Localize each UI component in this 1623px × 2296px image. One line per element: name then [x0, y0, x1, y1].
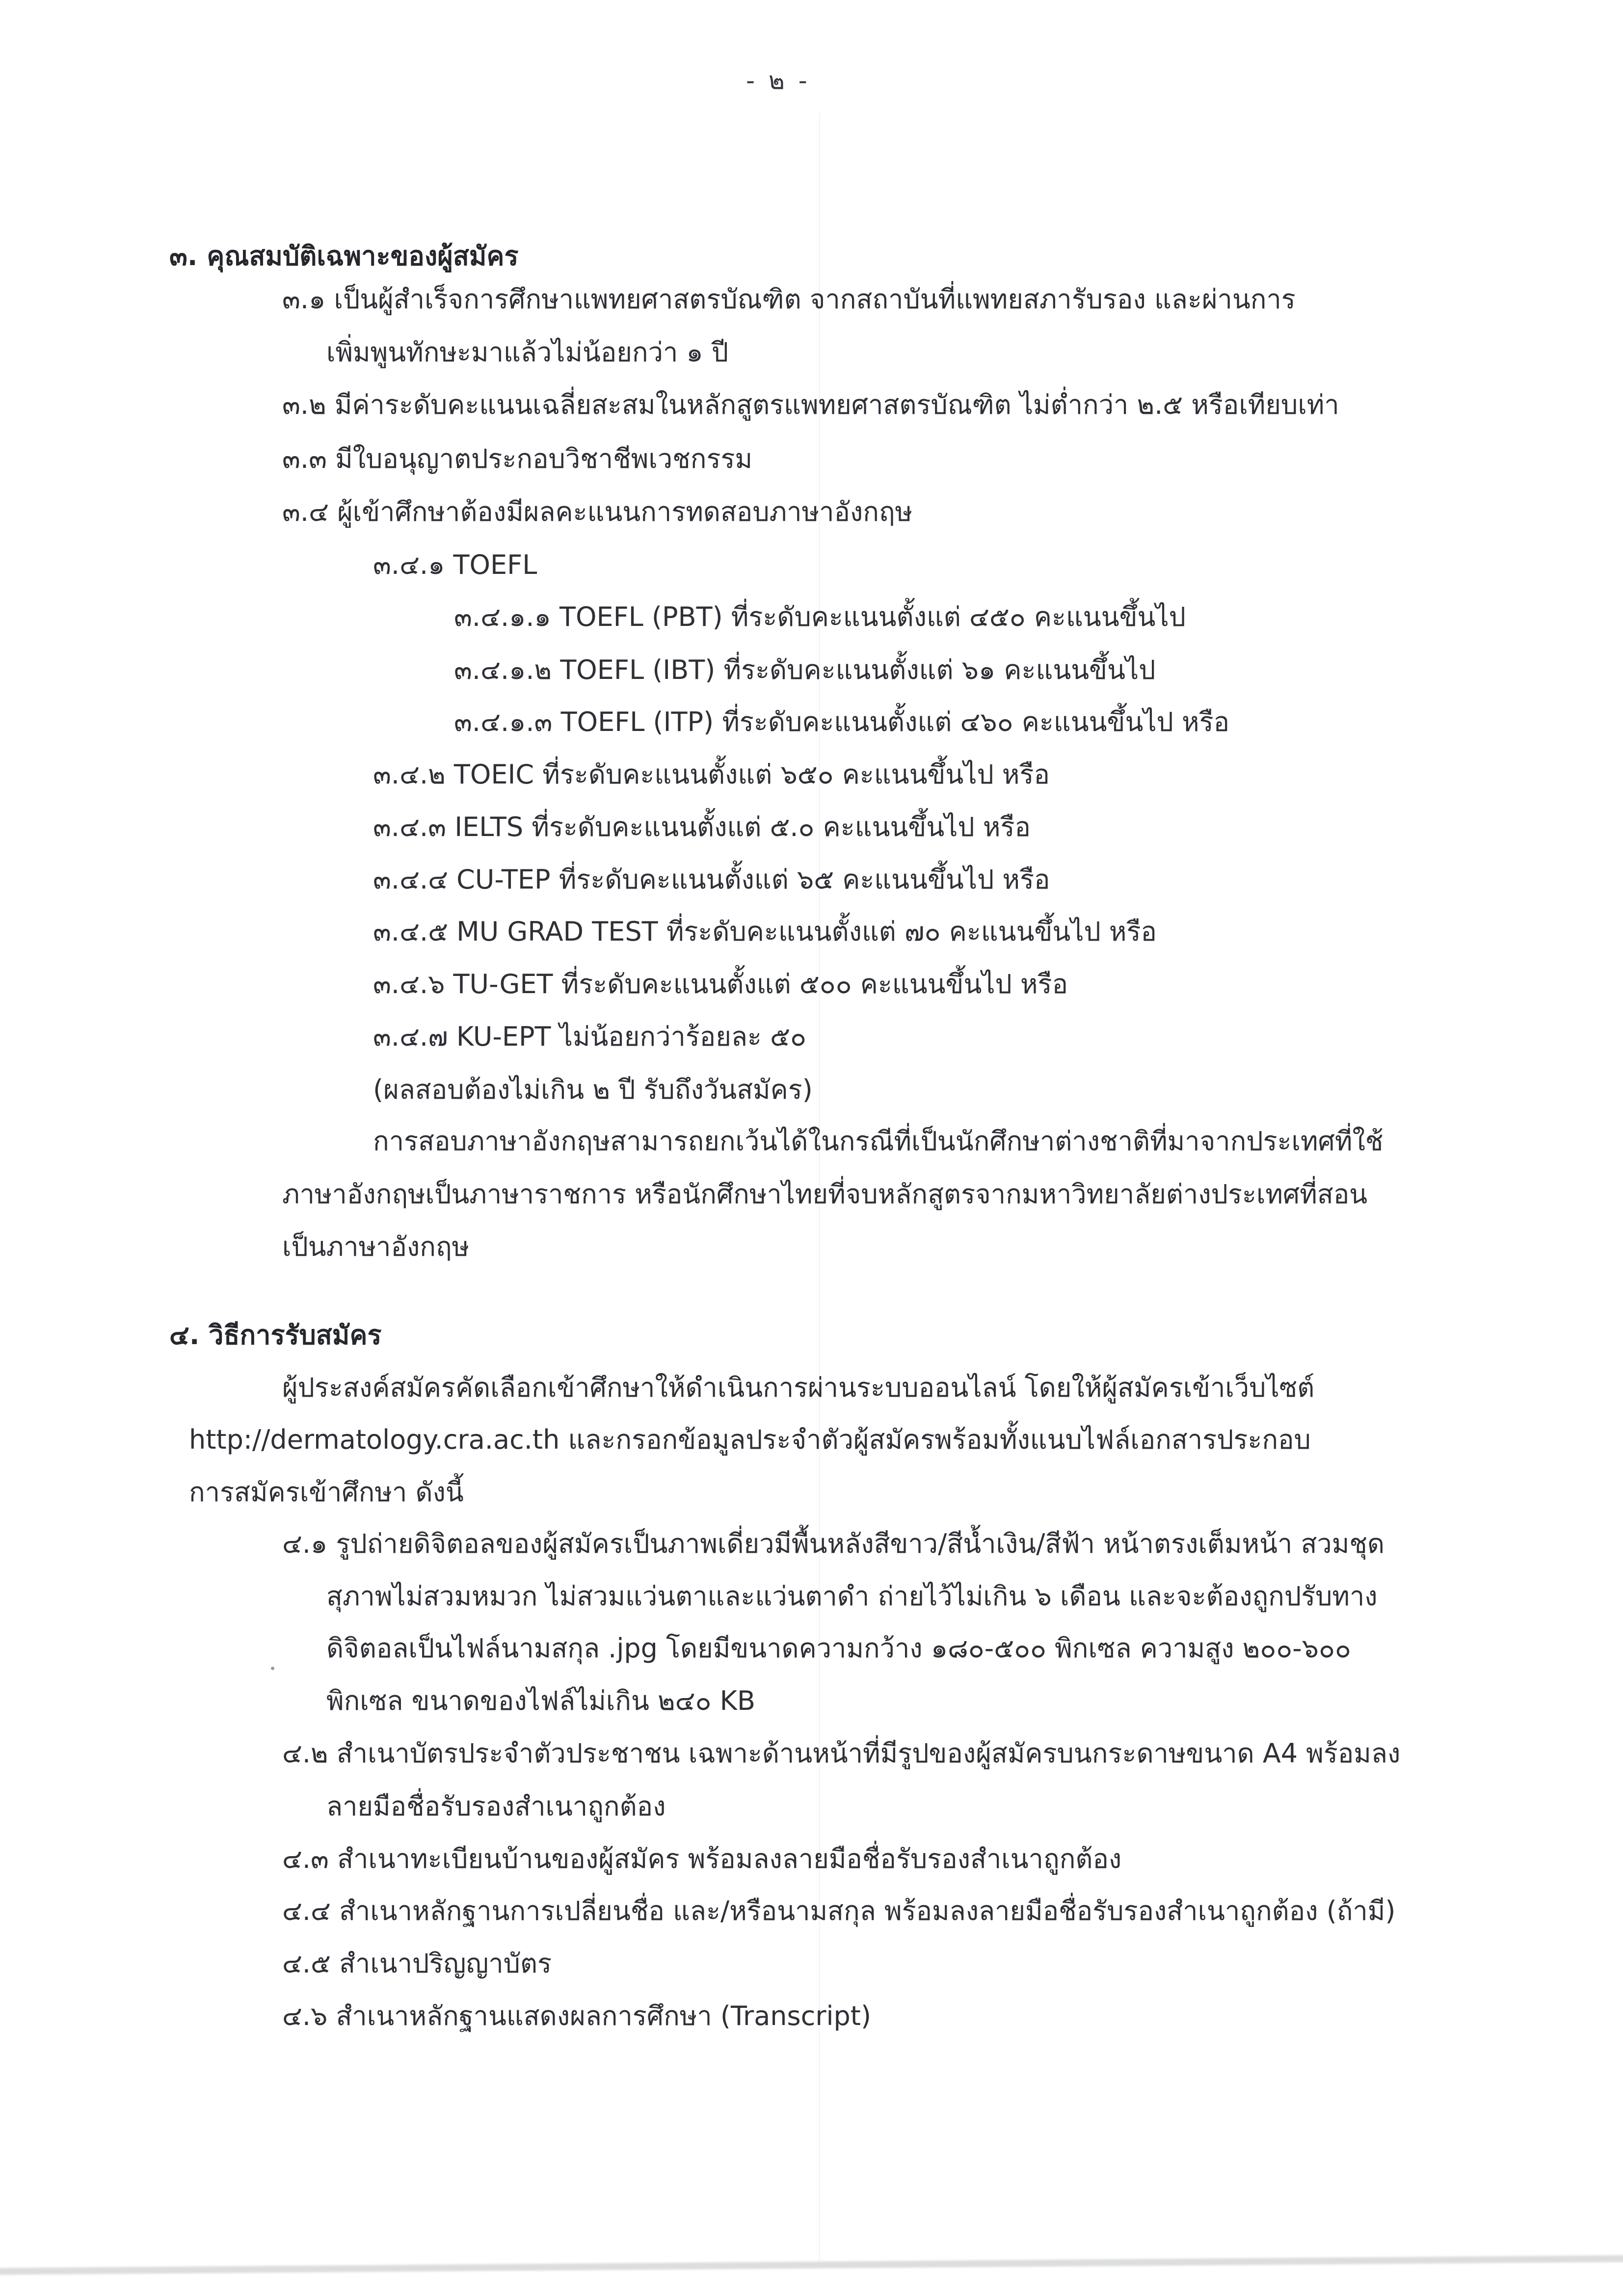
item-3-4: ๓.๔ ผู้เข้าศึกษาต้องมีผลคะแนนการทดสอบภาษาอังกฤษ [282, 496, 913, 527]
item-4-4: ๔.๔ สำเนาหลักฐานการเปลี่ยนชื่อ และ/หรือนามสกุล พร้อมลงลายมือชื่อรับรองสำเนาถูกต้อง (ถ้ามี) [282, 1895, 1396, 1926]
item-4-1-line-3: ดิจิตอลเป็นไฟล์นามสกุล .jpg โดยมีขนาดความกว้าง ๑๘๐-๕๐๐ พิกเซล ความสูง ๒๐๐-๖๐๐ [326, 1633, 1351, 1664]
test-mu-grad: ๓.๔.๕ MU GRAD TEST ที่ระดับคะแนนตั้งแต่ ๗๐ คะแนนขึ้นไป หรือ [373, 916, 1157, 947]
intro-line-2 [189, 1423, 1311, 1457]
intro-line-2-rest: และกรอกข้อมูลประจำตัวผู้สมัครพร้อมทั้งแนบไฟล์เอกสารประกอบ [559, 1424, 1311, 1455]
intro-line-3: การสมัครเข้าศึกษา ดังนี้ [189, 1477, 464, 1508]
item-4-2-line-2: ลายมือชื่อรับรองสำเนาถูกต้อง [326, 1791, 666, 1822]
test-tu-get: ๓.๔.๖ TU-GET ที่ระดับคะแนนตั้งแต่ ๕๐๐ คะแนนขึ้นไป หรือ [373, 969, 1068, 999]
section-4-heading: ๔. วิธีการรับสมัคร [169, 1320, 382, 1351]
page-number: - ๒ - [746, 66, 810, 95]
item-3-3: ๓.๓ มีใบอนุญาตประกอบวิชาชีพเวชกรรม [282, 443, 753, 474]
exemption-line-3: เป็นภาษาอังกฤษ [282, 1231, 470, 1262]
item-4-1-line-1: ๔.๑ รูปถ่ายดิจิตอลของผู้สมัครเป็นภาพเดี่ยวมีพื้นหลังสีขาว/สีน้ำเงิน/สีฟ้า หน้าตรงเต็มหน้า สวมชุด [282, 1528, 1385, 1559]
test-ielts: ๓.๔.๓ IELTS ที่ระดับคะแนนตั้งแต่ ๕.๐ คะแนนขึ้นไป หรือ [373, 811, 1031, 842]
intro-line-1: ผู้ประสงค์สมัครคัดเลือกเข้าศึกษาให้ดำเนินการผ่านระบบออนไลน์ โดยให้ผู้สมัครเข้าเว็บไซต์ [282, 1372, 1315, 1403]
item-3-1-line-1: ๓.๑ เป็นผู้สำเร็จการศึกษาแพทยศาสตรบัณฑิต จากสถาบันที่แพทยสภารับรอง และผ่านการ [282, 284, 1296, 315]
scan-page-edge [0, 2255, 1623, 2275]
test-toefl-pbt: ๓.๔.๑.๑ TOEFL (PBT) ที่ระดับคะแนนตั้งแต่ ๔๕๐ คะแนนขึ้นไป [454, 601, 1186, 632]
test-toefl-itp: ๓.๔.๑.๓ TOEFL (ITP) ที่ระดับคะแนนตั้งแต่ ๔๖๐ คะแนนขึ้นไป หรือ [454, 706, 1230, 737]
section-3-heading: ๓. คุณสมบัติเฉพาะของผู้สมัคร [169, 241, 519, 271]
item-3-2: ๓.๒ มีค่าระดับคะแนนเฉลี่ยสะสมในหลักสูตรแพทยศาสตรบัณฑิต ไม่ต่ำกว่า ๒.๕ หรือเทียบเท่า [282, 389, 1339, 420]
item-4-2-line-1: ๔.๒ สำเนาบัตรประจำตัวประชาชน เฉพาะด้านหน้าที่มีรูปของผู้สมัครบนกระดาษขนาด A4 พร้อมลง [282, 1738, 1401, 1769]
test-cu-tep: ๓.๔.๔ CU-TEP ที่ระดับคะแนนตั้งแต่ ๖๕ คะแนนขึ้นไป หรือ [373, 864, 1050, 895]
item-4-3: ๔.๓ สำเนาทะเบียนบ้านของผู้สมัคร พร้อมลงลายมือชื่อรับรองสำเนาถูกต้อง [282, 1843, 1122, 1874]
test-validity-note: (ผลสอบต้องไม่เกิน ๒ ปี รับถึงวันสมัคร) [373, 1074, 813, 1105]
test-ku-ept: ๓.๔.๗ KU-EPT ไม่น้อยกว่าร้อยละ ๕๐ [373, 1021, 806, 1052]
item-4-1-line-2: สุภาพไม่สวมหมวก ไม่สวมแว่นตาและแว่นตาดำ ถ่ายไว้ไม่เกิน ๖ เดือน และจะต้องถูกปรับทาง [326, 1581, 1378, 1612]
exemption-line-2: ภาษาอังกฤษเป็นภาษาราชการ หรือนักศึกษาไทยที่จบหลักสูตรจากมหาวิทยาลัยต่างประเทศที่สอน [282, 1179, 1368, 1210]
test-toefl-ibt: ๓.๔.๑.๒ TOEFL (IBT) ที่ระดับคะแนนตั้งแต่ ๖๑ คะแนนขึ้นไป [454, 654, 1156, 685]
exemption-line-1: การสอบภาษาอังกฤษสามารถยกเว้นได้ในกรณีที่เป็นนักศึกษาต่างชาติที่มาจากประเทศที่ใช้ [373, 1126, 1384, 1157]
item-4-6: ๔.๖ สำเนาหลักฐานแสดงผลการศึกษา (Transcript) [282, 2000, 872, 2031]
item-4-5: ๔.๕ สำเนาปริญญาบัตร [282, 1948, 552, 1979]
scan-speck [271, 1667, 274, 1670]
item-3-1-line-2: เพิ่มพูนทักษะมาแล้วไม่น้อยกว่า ๑ ปี [326, 337, 729, 368]
test-toefl: ๓.๔.๑ TOEFL [373, 549, 537, 580]
test-toeic: ๓.๔.๒ TOEIC ที่ระดับคะแนนตั้งแต่ ๖๕๐ คะแนนขึ้นไป หรือ [373, 759, 1050, 790]
item-4-1-line-4: พิกเซล ขนาดของไฟล์ไม่เกิน ๒๔๐ KB [326, 1685, 756, 1716]
website-url[interactable]: http://dermatology.cra.ac.th [189, 1424, 560, 1455]
